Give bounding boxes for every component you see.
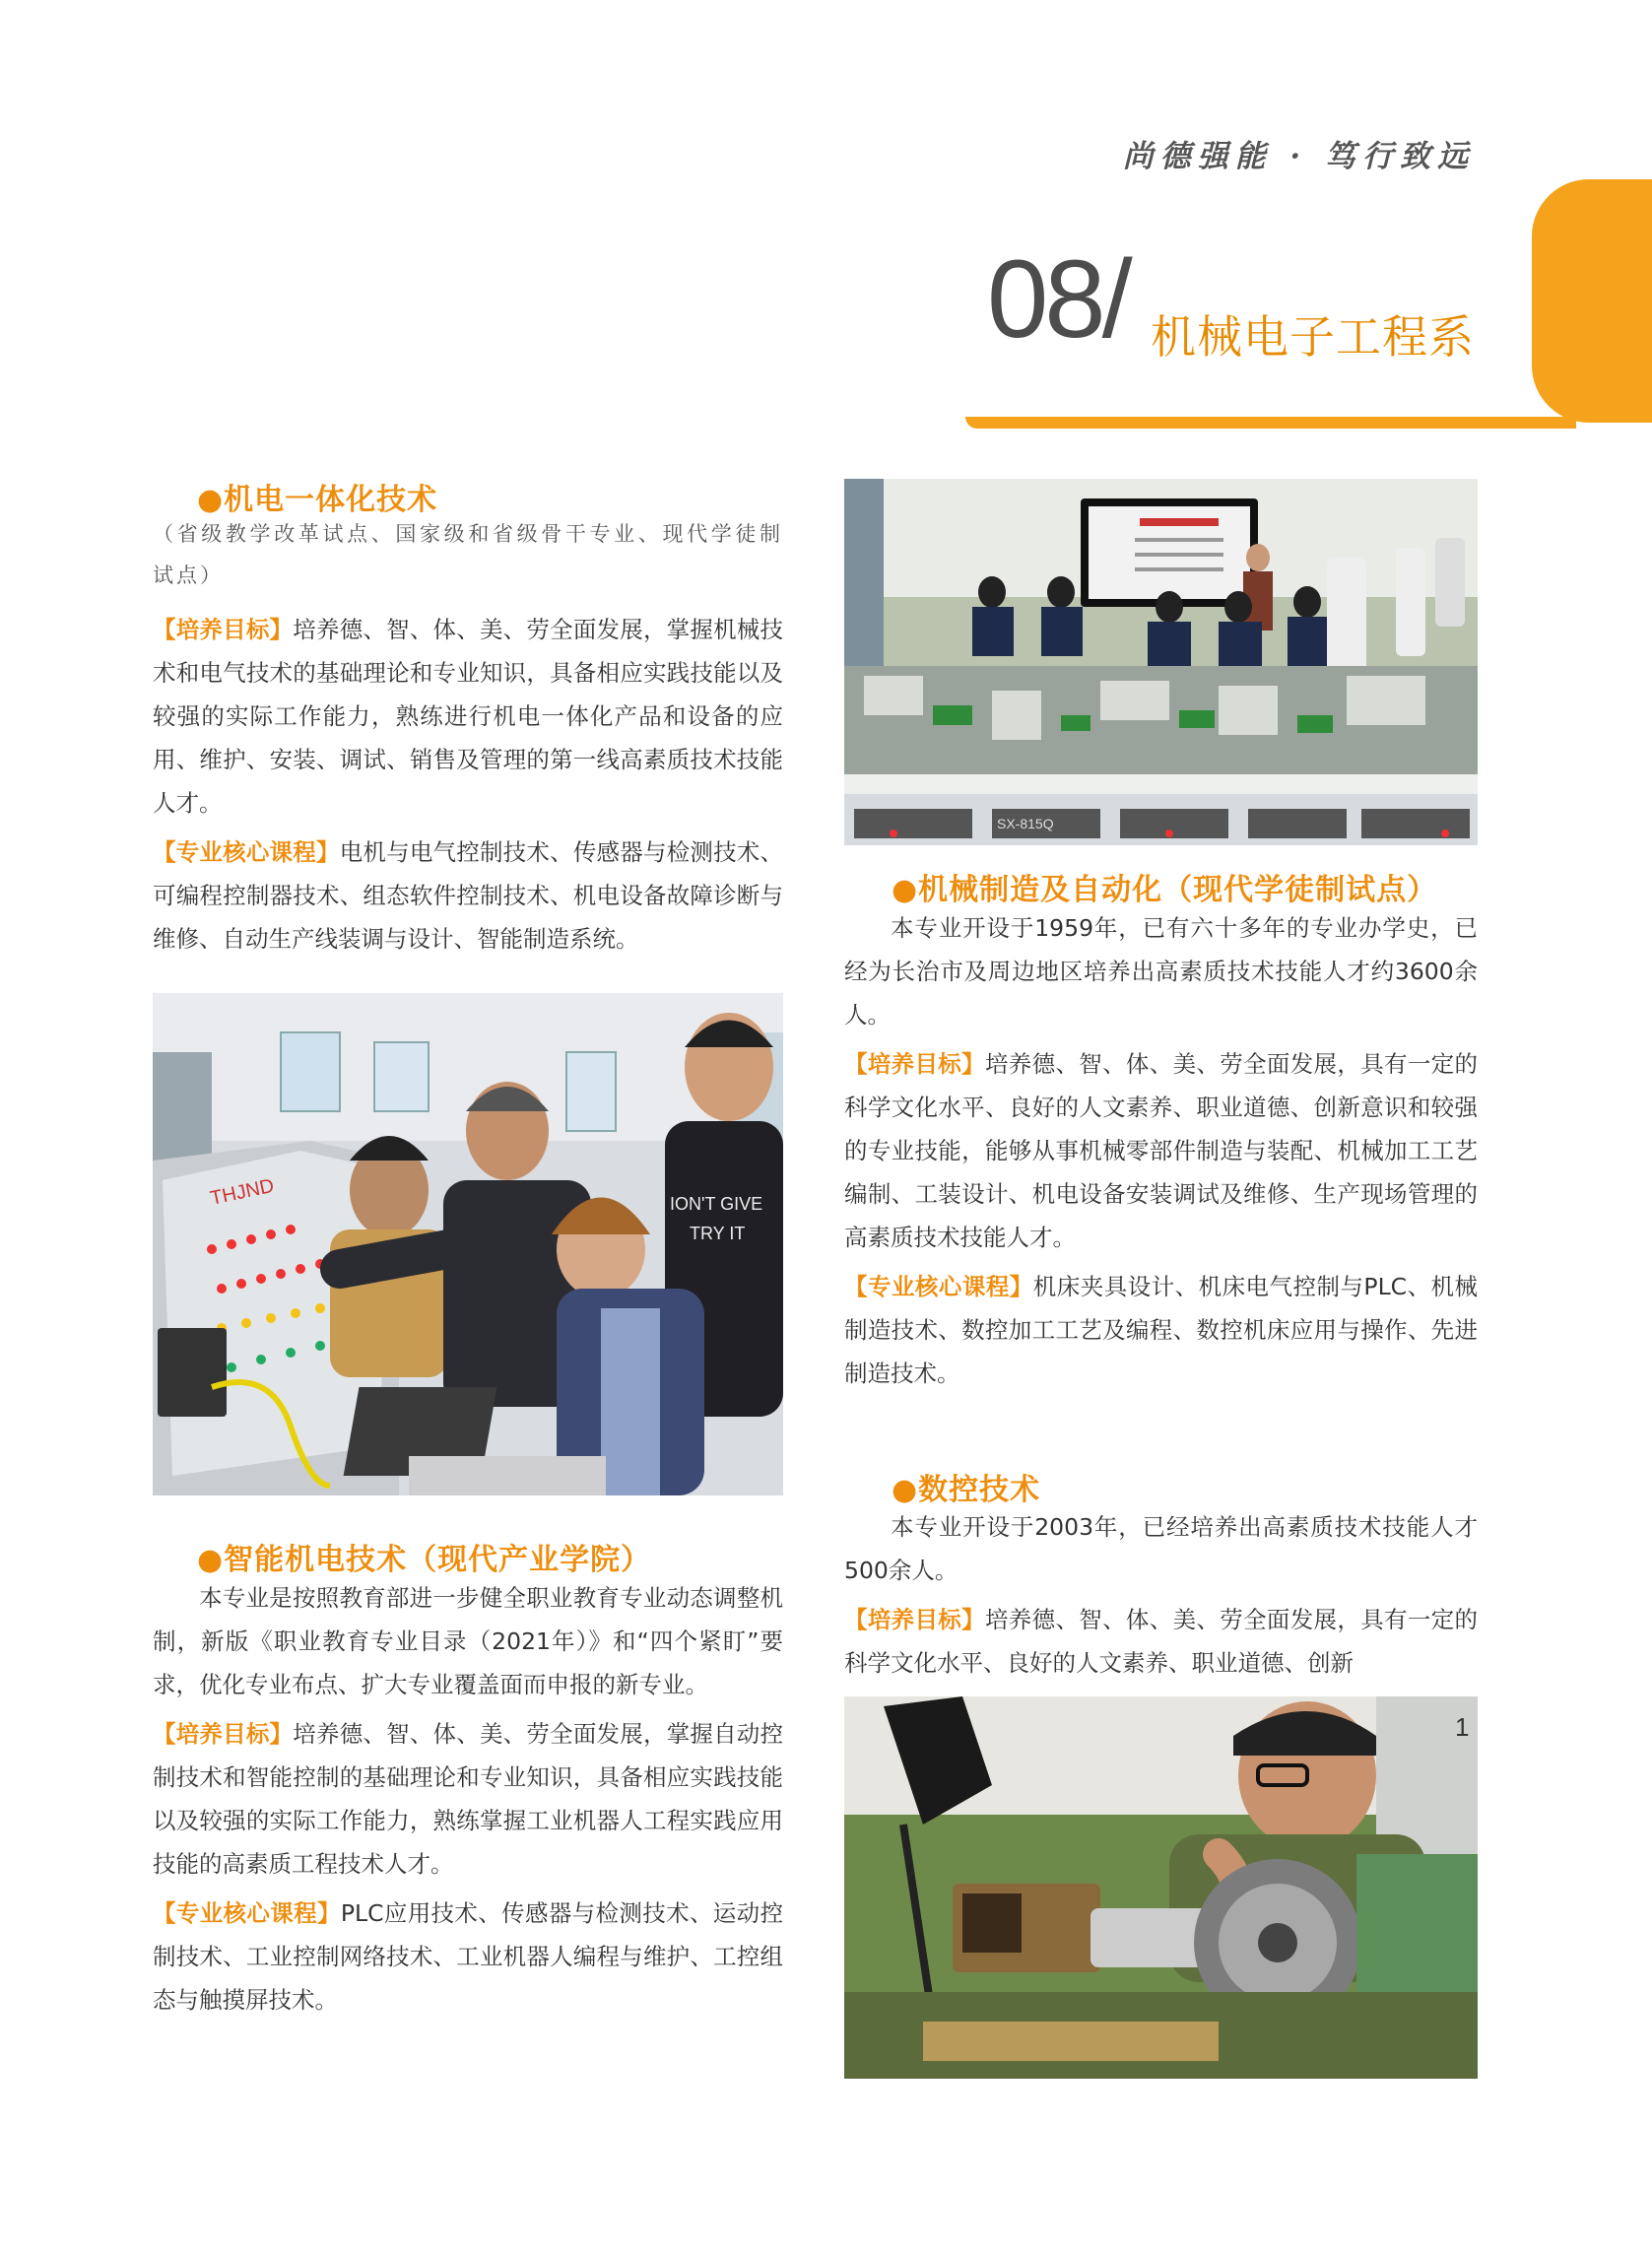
orange-corner-tab [1532,179,1652,423]
manufacturing-goal [844,1042,1478,1259]
mechatronics-courses [153,830,783,961]
goal-tag: 【培养目标】 [153,1720,294,1748]
photo-lab-classroom [844,479,1478,845]
course-text: 电机与电气控制技术、传感器与检测技术、可编程控制器技术、组态软件控制技术、机电设备故障诊断与维修、自动生产线装调与设计、智能制造系统。 [153,838,784,953]
course-tag: 【专业核心课程】 [844,1273,1033,1300]
cnc-body [844,1505,1478,1685]
course-text: 机床夹具设计、机床电气控制与PLC、机械制造技术、数控加工工艺及编程、数控机床应用与操作、先进制造技术。 [844,1273,1479,1387]
manufacturing-intro: 本专业开设于1959年，已有六十多年的专业办学史，已经为长治市及周边地区培养出高素质技术技能人才约3600余人。 [844,914,1478,1029]
heading-mechatronics: ●机电一体化技术 [197,483,438,517]
goal-text: 培养德、智、体、美、劳全面发展，掌握自动控制技术和智能控制的基础理论和专业知识，具备相应实践技能以及较强的实际工作能力，熟练掌握工业机器人工程实践应用技能的高素质工程技术人才。 [153,1720,784,1878]
heading-cnc: ●数控技术 [892,1473,1041,1507]
svg-text:TRY IT: TRY IT [690,1224,746,1243]
manufacturing-body [844,906,1478,1395]
course-text: PLC应用技术、传感器与检测技术、运动控制技术、工业控制网络技术、工业机器人编程与维护、工控组态与触摸屏技术。 [153,1899,784,2014]
section-title: 机械电子工程系 [1151,310,1475,364]
photo-students-trainer [153,993,783,1495]
heading-smart-mechatronics: ●智能机电技术（现代产业学院） [197,1543,652,1577]
orange-header-rule [965,417,1576,429]
goal-tag: 【培养目标】 [844,1606,985,1633]
goal-text: 培养德、智、体、美、劳全面发展，具有一定的科学文化水平、良好的人文素养、职业道德、创新 [844,1606,1479,1677]
goal-text: 培养德、智、体、美、劳全面发展，具有一定的科学文化水平、良好的人文素养、职业道德、创新意识和较强的专业技能，能够从事机械零部件制造与装配、机械加工工艺编制、工装设计、机电设备安装调试及维修、生产现场管理的高素质技术技能人才。 [844,1050,1479,1251]
mechatronics-body [153,513,783,961]
course-tag: 【专业核心课程】 [153,838,340,866]
manufacturing-courses [844,1265,1478,1395]
cnc-intro: 本专业开设于2003年，已经培养出高素质技术技能人才500余人。 [844,1513,1478,1584]
smart-courses [153,1892,783,2022]
heading-manufacturing: ●机械制造及自动化（现代学徒制试点） [892,873,1438,907]
smart-mechatronics-body [153,1576,783,2022]
lab-panel-label: SX-815Q [997,816,1054,831]
goal-tag: 【培养目标】 [153,616,294,643]
mechatronics-note: （省级教学改革试点、国家级和省级骨干专业、现代学徒制试点） [153,522,783,587]
section-number: 08/ [987,237,1129,361]
svg-text:ION'T GIVE: ION'T GIVE [670,1194,763,1214]
smart-intro: 本专业是按照教育部进一步健全职业教育专业动态调整机制，新版《职业教育专业目录（2021年）》和“四个紧盯”要求，优化专业布点、扩大专业覆盖面而申报的新专业。 [153,1584,783,1698]
smart-goal [153,1712,783,1886]
mechatronics-goal [153,608,783,825]
goal-tag: 【培养目标】 [844,1050,985,1078]
cnc-goal [844,1598,1478,1685]
trainer-panel-label: THJND [208,1174,277,1210]
goal-text: 培养德、智、体、美、劳全面发展，掌握机械技术和电气技术的基础理论和专业知识，具备相应实践技能以及较强的实际工作能力，熟练进行机电一体化产品和设备的应用、维护、安装、调试、销售及管理的第一线高素质技术技能人才。 [153,616,784,817]
lathe-corner-label: 1 [1455,1712,1470,1742]
course-tag: 【专业核心课程】 [153,1899,341,1927]
slogan: 尚德强能 · 笃行致远 [1122,139,1475,174]
photo-lathe-student [844,1696,1478,2079]
